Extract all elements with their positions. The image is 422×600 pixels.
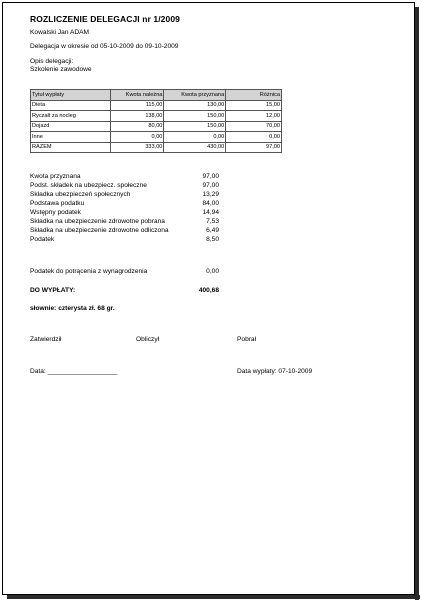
amount-in-words: słownie: czterysta zł. 68 gr. (30, 305, 115, 312)
delegation-period: Delegacja w okresie od 05-10-2009 do 09-10-2009 (30, 43, 179, 50)
summary-label: Składka na ubezpieczenie zdrowotne odliczona (30, 227, 169, 234)
document-title: ROZLICZENIE DELEGACJI nr 1/2009 (30, 14, 180, 24)
employee-name: Kowalski Jan ADAM (30, 29, 89, 36)
tax-deduction-value: 0,00 (206, 268, 219, 275)
table-row (31, 132, 282, 143)
payout-label: DO WYPŁATY: (30, 287, 76, 294)
summary-label: Kwota przyznana (30, 173, 81, 180)
summary-value: 97,00 (202, 182, 219, 189)
amount-granted: 130,00 (164, 100, 226, 111)
amount-due: 0,00 (110, 132, 164, 143)
table-total-row (31, 142, 282, 153)
payment-date: Data wypłaty: 07-10-2009 (237, 368, 313, 375)
row-title: Ryczałt za nocleg (31, 111, 111, 122)
payout-value: 400,68 (198, 287, 219, 294)
amount-granted: 0,00 (164, 132, 226, 143)
purpose-label: Opis delegacji: (30, 58, 74, 65)
summary-label: Podst. składek na ubezpiecz. społeczne (30, 182, 147, 189)
summary-label: Podstawa podatku (30, 200, 85, 207)
amount-due: 115,00 (110, 100, 164, 111)
difference: 12,00 (226, 111, 282, 122)
date-field: Data: ___________________ (30, 368, 118, 375)
summary-value: 13,29 (202, 191, 219, 198)
row-title: Dojazd (31, 121, 111, 132)
summary-label: Wstępny podatek (30, 209, 81, 216)
calculated-by-label: Obliczył (136, 336, 160, 343)
summary-value: 8,50 (206, 236, 219, 243)
approved-by-label: Zatwierdził (30, 336, 62, 343)
row-title: Dieta (31, 100, 111, 111)
column-header: Tytuł wypłaty (31, 90, 111, 101)
amount-due: 80,00 (110, 121, 164, 132)
purpose-text: Szkolenie zawodowe (30, 66, 92, 73)
difference: 97,00 (226, 142, 282, 153)
difference: 15,00 (226, 100, 282, 111)
row-title: Inne (31, 132, 111, 143)
column-header: Kwota przyznana (164, 90, 226, 101)
summary-label: Składka na ubezpieczenie zdrowotne pobrana (30, 218, 165, 225)
difference: 0,00 (226, 132, 282, 143)
summary-value: 7,53 (206, 218, 219, 225)
summary-label: Podatek (30, 236, 55, 243)
summary-label: Składka ubezpieczeń społecznych (30, 191, 131, 198)
received-by-label: Pobrał (237, 336, 257, 343)
payment-table (30, 89, 282, 153)
summary-value: 14,94 (202, 209, 219, 216)
amount-due: 138,00 (110, 111, 164, 122)
amount-due: 333,00 (110, 142, 164, 153)
summary-value: 97,00 (202, 173, 219, 180)
column-header: Kwota należna (110, 90, 164, 101)
amount-granted: 150,00 (164, 111, 226, 122)
tax-deduction-label: Podatek do potrącenia z wynagrodzenia (30, 268, 148, 275)
summary-value: 6,49 (206, 227, 219, 234)
table-row (31, 111, 282, 122)
table-row (31, 121, 282, 132)
document-page (2, 2, 415, 595)
summary-value: 84,00 (202, 200, 219, 207)
amount-granted: 150,00 (164, 121, 226, 132)
column-header: Różnica (226, 90, 282, 101)
table-row (31, 100, 282, 111)
difference: 70,00 (226, 121, 282, 132)
table-header-row (31, 90, 282, 101)
amount-granted: 430,00 (164, 142, 226, 153)
row-title: RAZEM (31, 142, 111, 153)
